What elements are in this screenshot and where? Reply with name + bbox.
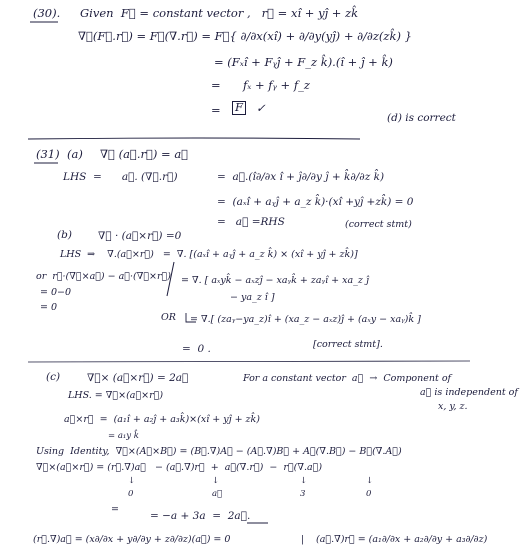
q31c-sum-lhs: =	[111, 504, 119, 515]
q31c-term-value-4: 0	[366, 489, 372, 499]
q31a-label: (a)	[67, 147, 83, 161]
down-arrow-icon: ↓	[212, 476, 220, 486]
q31c-term-value-3: 3	[300, 489, 306, 499]
q31c-last-1: (r⃗.∇)a⃗ = (x∂/∂x + y∂/∂y + z∂/∂z)(a⃗) = 0	[33, 534, 231, 545]
q31b-or-bracket	[186, 313, 196, 322]
q31b-step-4: = ∇.[ (zaᵧ−ya_z)î + (xa_z − aₓz)ĵ + (aₓy − xaᵧ)k̂ ]	[190, 314, 421, 325]
q31b-or-zero: = 0	[40, 302, 58, 313]
q31c-note-line-3: x, y, z.	[438, 401, 468, 412]
check-mark-icon: ✓	[256, 101, 266, 115]
separator-line	[28, 361, 470, 362]
q31a-statement: ∇⃗ (a⃗.r⃗) = a⃗	[100, 147, 189, 161]
q31b-step-2: = ∇. [ aₓyk̂ − aₓzĵ − xaᵧk̂ + zaᵧî + xa_z ĵ	[181, 275, 369, 286]
q31c-cross-product: a⃗×r⃗ = (a₁î + a₂ĵ + a₃k̂)×(xî + yĵ + zk̂)	[64, 414, 261, 425]
q31a-step-3: = (aₓî + aᵧĵ + a_z k̂)·(xî +yĵ +zk̂) = 0	[217, 196, 414, 208]
q31c-sum: = −a + 3a = 2a⃗.	[150, 510, 251, 522]
q31b-lhs: LHS ⇒ ∇.(a⃗×r⃗) = ∇. [(aₓî + aᵧĵ + a_z k̂) × (xî + yĵ + zk̂)]	[60, 249, 358, 260]
q31c-term-value-1: 0	[128, 489, 134, 499]
q31a-step-4: = a⃗ =RHS	[217, 216, 285, 228]
q31b-label: (b)	[57, 229, 72, 241]
q30-answer: (d) is correct	[387, 112, 456, 124]
q30-gradient-line: ∇⃗(F⃗.r⃗) = F⃗(∇.r⃗) = F⃗{ ∂/∂x(xî) + ∂/∂y(yĵ) + ∂/∂z(zk̂) }	[78, 29, 412, 43]
q31b-or-zero-diff: = 0−0	[40, 287, 72, 298]
q31c-note-line-2: a⃗ is independent of	[420, 387, 518, 398]
q31b-step-5: = 0 .	[182, 343, 211, 355]
q31b-or-label: OR	[161, 312, 176, 323]
q31-label: (31)	[36, 147, 60, 161]
q31a-note: (correct stmt)	[345, 219, 412, 230]
q31b-note: [correct stmt].	[313, 339, 383, 350]
q31c-last-sep: |	[301, 534, 305, 545]
q31b-slash	[167, 262, 174, 296]
q31c-statement: ∇⃗× (a⃗×r⃗) = 2a⃗	[87, 372, 189, 384]
q31a-step-2: = a⃗.(î∂/∂x î + ĵ∂/∂y ĵ + k̂∂/∂z k̂)	[217, 171, 385, 183]
q30-eq-sign-2: =	[211, 103, 221, 117]
q30-boxed-answer: F	[232, 101, 246, 115]
down-arrow-icon: ↓	[128, 476, 136, 486]
q31b-statement: ∇⃗ · (a⃗×r⃗) =0	[98, 230, 182, 242]
q30-sum-line: fₓ + fᵧ + f_z	[243, 78, 310, 92]
q31c-note-line-1: For a constant vector a⃗ → Component of	[243, 373, 452, 384]
q31c-label: (c)	[46, 371, 61, 383]
separator-line	[28, 138, 360, 139]
q31c-expansion: ∇⃗×(a⃗×r⃗) = (r⃗.∇)a⃗ − (a⃗.∇)r⃗ + a⃗(∇.r⃗) − r⃗(∇.a⃗)	[36, 462, 323, 473]
q31c-term-value-2: a⃗	[212, 489, 223, 499]
q31a-lhs: LHS = a⃗. (∇⃗.r⃗)	[63, 171, 178, 183]
q31c-identity: Using Identity, ∇⃗×(A⃗×B⃗) = (B⃗.∇)A⃗ − (A⃗.∇)B⃗ + A⃗(∇.B⃗) − B⃗(∇.A⃗)	[36, 446, 402, 457]
down-arrow-icon: ↓	[300, 476, 308, 486]
q31b-step-3: − ya_z î ]	[230, 292, 275, 303]
q31c-cross-sub: = a₁y k̂	[108, 431, 139, 441]
down-arrow-icon: ↓	[366, 476, 374, 486]
q30-eq-sign: =	[211, 78, 221, 92]
q30-dot-product-line: = (Fₓî + Fᵧĵ + F_z k̂).(î + ĵ + k̂)	[214, 55, 393, 69]
q31c-lhs: LHS. = ∇⃗×(a⃗×r⃗)	[68, 390, 164, 401]
q30-label: (30).	[33, 6, 61, 20]
q31c-last-2: (a⃗.∇)r⃗ = (a₁∂/∂x + a₂∂/∂y + a₃∂/∂z)	[316, 534, 488, 545]
q31b-or-identity: or r⃗·(∇⃗×a⃗) − a⃗·(∇⃗×r⃗)	[36, 271, 171, 282]
q30-given-line: Given F⃗ = constant vector , r⃗ = xî + yĵ + zk̂	[80, 6, 359, 20]
